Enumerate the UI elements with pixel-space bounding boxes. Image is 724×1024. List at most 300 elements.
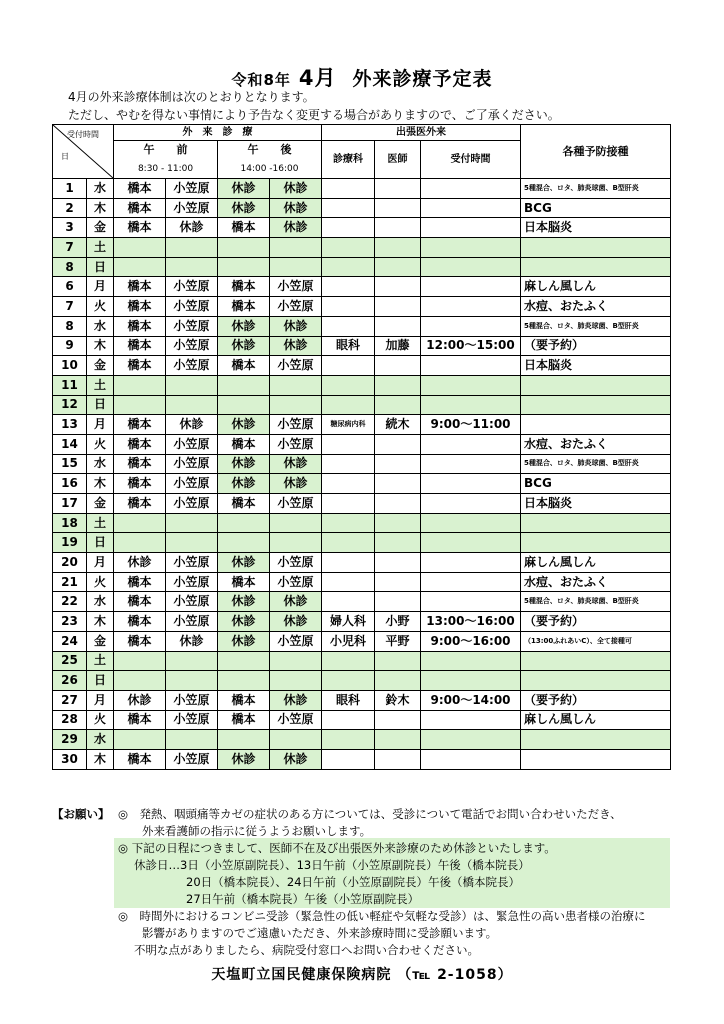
dispatch-time-cell: 9:00～14:00: [421, 690, 521, 710]
pm-doctor-2-cell: 小笠原: [270, 277, 322, 297]
vaccine-cell: 麻しん風しん: [521, 277, 671, 297]
dispatch-time-cell: 13:00～16:00: [421, 612, 521, 632]
dispatch-time-cell: [421, 218, 521, 238]
pm-doctor-2-cell: [270, 375, 322, 395]
vaccine-cell: 5種混合、ロタ、肺炎球菌、B型肝炎: [521, 454, 671, 474]
schedule-row: [53, 710, 671, 730]
weekday-cell: 土: [87, 513, 114, 533]
day-number-cell: 3: [53, 218, 87, 238]
am-doctor-2-cell: [166, 651, 218, 671]
page-title: [0, 62, 724, 92]
dispatch-time-cell: [421, 671, 521, 691]
weekday-cell: 火: [87, 710, 114, 730]
am-doctor-1-cell: 橋本: [114, 494, 166, 514]
vaccine-cell: [521, 513, 671, 533]
pm-time: 14:00 -16:00: [240, 164, 299, 174]
am-doctor-1-cell: [114, 651, 166, 671]
day-number-cell: 28: [53, 710, 87, 730]
dispatch-dept-cell: 眼科: [322, 690, 375, 710]
vaccine-cell: [521, 415, 671, 435]
am-doctor-2-cell: [166, 375, 218, 395]
dispatch-dept-cell: [322, 572, 375, 592]
dispatch-doctor-cell: [375, 651, 421, 671]
schedule-table: [52, 124, 671, 770]
am-doctor-1-cell: 橋本: [114, 612, 166, 632]
corner-cell: [53, 125, 114, 179]
weekday-cell: 土: [87, 238, 114, 258]
pm-doctor-1-cell: 橋本: [218, 572, 270, 592]
dispatch-dept-cell: [322, 749, 375, 769]
am-doctor-2-cell: [166, 533, 218, 553]
dispatch-time-cell: [421, 651, 521, 671]
vaccine-cell: [521, 671, 671, 691]
dispatch-time-cell: [421, 316, 521, 336]
hospital-footer: 天塩町立国民健康保険病院 （℡ 2-1058）: [211, 967, 513, 983]
day-number-cell: 10: [53, 356, 87, 376]
weekday-cell: 土: [87, 651, 114, 671]
weekday-cell: 火: [87, 572, 114, 592]
am-doctor-1-cell: 橋本: [114, 356, 166, 376]
vaccine-cell: 水痘、おたふく: [521, 297, 671, 317]
schedule-row: [53, 553, 671, 573]
pm-doctor-2-cell: [270, 513, 322, 533]
day-number-cell: 7: [53, 297, 87, 317]
weekday-cell: 日: [87, 533, 114, 553]
dispatch-time-cell: [421, 474, 521, 494]
am-doctor-2-cell: 休診: [166, 415, 218, 435]
am-doctor-2-cell: 小笠原: [166, 179, 218, 199]
schedule-row: [53, 179, 671, 199]
dispatch-doctor-cell: 加藤: [375, 336, 421, 356]
note-line-9: 不明な点がありましたら、病院受付窓口へお問い合わせください。: [134, 943, 479, 957]
day-number-cell: 17: [53, 494, 87, 514]
pm-doctor-1-cell: 休診: [218, 612, 270, 632]
am-doctor-2-cell: 小笠原: [166, 572, 218, 592]
dispatch-doctor-cell: [375, 356, 421, 376]
schedule-row: [53, 454, 671, 474]
pm-doctor-1-cell: [218, 257, 270, 277]
dispatch-dept-cell: [322, 494, 375, 514]
weekday-cell: 木: [87, 474, 114, 494]
schedule-row: [53, 572, 671, 592]
weekday-cell: 水: [87, 179, 114, 199]
dispatch-doctor-cell: [375, 671, 421, 691]
schedule-row: [53, 257, 671, 277]
day-number-cell: 26: [53, 671, 87, 691]
dispatch-dept-cell: [322, 277, 375, 297]
header-dept: 診療科: [322, 141, 375, 179]
am-doctor-1-cell: 橋本: [114, 710, 166, 730]
dispatch-dept-cell: [322, 651, 375, 671]
pm-doctor-1-cell: 橋本: [218, 434, 270, 454]
header-pm: [218, 141, 322, 179]
dispatch-doctor-cell: [375, 297, 421, 317]
corner-reception-time: 受付時間: [67, 130, 99, 139]
dispatch-time-cell: [421, 277, 521, 297]
day-number-cell: 30: [53, 749, 87, 769]
schedule-row: [53, 494, 671, 514]
vaccine-cell: BCG: [521, 198, 671, 218]
dispatch-dept-cell: [322, 375, 375, 395]
dispatch-doctor-cell: 鈴木: [375, 690, 421, 710]
pm-doctor-1-cell: 休診: [218, 553, 270, 573]
pm-doctor-1-cell: 休診: [218, 474, 270, 494]
dispatch-dept-cell: 眼科: [322, 336, 375, 356]
am-doctor-2-cell: [166, 730, 218, 750]
dispatch-dept-cell: [322, 434, 375, 454]
pm-doctor-2-cell: 休診: [270, 592, 322, 612]
vaccine-cell: 5種混合、ロタ、肺炎球菌、B型肝炎: [521, 592, 671, 612]
pm-doctor-2-cell: 小笠原: [270, 631, 322, 651]
dispatch-time-cell: [421, 395, 521, 415]
am-doctor-2-cell: 小笠原: [166, 474, 218, 494]
schedule-row: [53, 513, 671, 533]
am-doctor-2-cell: [166, 257, 218, 277]
dispatch-doctor-cell: [375, 198, 421, 218]
day-number-cell: 22: [53, 592, 87, 612]
dispatch-time-cell: [421, 257, 521, 277]
weekday-cell: 水: [87, 316, 114, 336]
pm-doctor-2-cell: 休診: [270, 612, 322, 632]
weekday-cell: 水: [87, 592, 114, 612]
am-doctor-1-cell: 橋本: [114, 277, 166, 297]
day-number-cell: 12: [53, 395, 87, 415]
pm-doctor-2-cell: 小笠原: [270, 297, 322, 317]
am-doctor-1-cell: 橋本: [114, 316, 166, 336]
dispatch-doctor-cell: [375, 316, 421, 336]
weekday-cell: 火: [87, 297, 114, 317]
schedule-row: [53, 297, 671, 317]
dispatch-time-cell: [421, 434, 521, 454]
schedule-row: [53, 277, 671, 297]
am-doctor-1-cell: 橋本: [114, 218, 166, 238]
dispatch-doctor-cell: 平野: [375, 631, 421, 651]
dispatch-dept-cell: [322, 592, 375, 612]
am-doctor-2-cell: 小笠原: [166, 277, 218, 297]
dispatch-time-cell: [421, 198, 521, 218]
pm-doctor-2-cell: 小笠原: [270, 434, 322, 454]
pm-doctor-1-cell: 休診: [218, 336, 270, 356]
dispatch-time-cell: [421, 533, 521, 553]
schedule-row: [53, 316, 671, 336]
weekday-cell: 木: [87, 612, 114, 632]
schedule-row: [53, 749, 671, 769]
vaccine-cell: [521, 730, 671, 750]
dispatch-dept-cell: [322, 297, 375, 317]
vaccine-cell: [521, 257, 671, 277]
pm-doctor-2-cell: 小笠原: [270, 710, 322, 730]
weekday-cell: 火: [87, 434, 114, 454]
pm-doctor-2-cell: [270, 651, 322, 671]
weekday-cell: 金: [87, 494, 114, 514]
am-doctor-2-cell: [166, 513, 218, 533]
day-number-cell: 14: [53, 434, 87, 454]
pm-doctor-1-cell: [218, 375, 270, 395]
pm-doctor-2-cell: 小笠原: [270, 415, 322, 435]
dispatch-time-cell: [421, 710, 521, 730]
am-doctor-2-cell: 小笠原: [166, 612, 218, 632]
dispatch-dept-cell: [322, 553, 375, 573]
notes-label: 【お願い】: [52, 807, 110, 821]
dispatch-doctor-cell: [375, 592, 421, 612]
am-doctor-1-cell: [114, 533, 166, 553]
note-line-2: 外来看護師の指示に従うようお願いします。: [142, 824, 372, 838]
vaccine-cell: 水痘、おたふく: [521, 434, 671, 454]
pm-doctor-1-cell: [218, 651, 270, 671]
dispatch-time-cell: [421, 179, 521, 199]
dispatch-dept-cell: [322, 710, 375, 730]
note-line-1: ◎ 発熱、咽頭痛等カゼの症状のある方については、受診について電話でお問い合わせいただき、: [118, 807, 622, 821]
pm-doctor-1-cell: 橋本: [218, 297, 270, 317]
title-era: 令和: [231, 71, 264, 89]
pm-doctor-2-cell: [270, 533, 322, 553]
dispatch-time-cell: [421, 730, 521, 750]
weekday-cell: 木: [87, 749, 114, 769]
weekday-cell: 日: [87, 671, 114, 691]
dispatch-dept-cell: [322, 218, 375, 238]
am-doctor-2-cell: 小笠原: [166, 710, 218, 730]
vaccine-cell: BCG: [521, 474, 671, 494]
dispatch-time-cell: [421, 238, 521, 258]
am-doctor-1-cell: [114, 257, 166, 277]
dispatch-time-cell: 12:00～15:00: [421, 336, 521, 356]
vaccine-cell: 5種混合、ロタ、肺炎球菌、B型肝炎: [521, 316, 671, 336]
note-line-6: 27日午前（橋本院長）午後（小笠原副院長）: [186, 892, 420, 906]
day-number-cell: 18: [53, 513, 87, 533]
weekday-cell: 水: [87, 730, 114, 750]
vaccine-cell: 日本脳炎: [521, 218, 671, 238]
day-number-cell: 20: [53, 553, 87, 573]
weekday-cell: 日: [87, 395, 114, 415]
day-number-cell: 21: [53, 572, 87, 592]
pm-doctor-2-cell: [270, 671, 322, 691]
vaccine-cell: [521, 651, 671, 671]
vaccine-cell: （要予約）: [521, 336, 671, 356]
pm-doctor-2-cell: 休診: [270, 690, 322, 710]
dispatch-doctor-cell: [375, 277, 421, 297]
pm-doctor-2-cell: 休診: [270, 749, 322, 769]
schedule-row: [53, 671, 671, 691]
pm-doctor-1-cell: 橋本: [218, 690, 270, 710]
am-doctor-2-cell: 小笠原: [166, 198, 218, 218]
pm-doctor-1-cell: 休診: [218, 749, 270, 769]
dispatch-time-cell: [421, 572, 521, 592]
dispatch-time-cell: [421, 592, 521, 612]
am-doctor-1-cell: 橋本: [114, 415, 166, 435]
am-doctor-1-cell: 橋本: [114, 572, 166, 592]
dispatch-dept-cell: [322, 474, 375, 494]
header-vaccine: 各種予防接種: [521, 125, 671, 179]
dispatch-doctor-cell: [375, 730, 421, 750]
am-doctor-1-cell: [114, 671, 166, 691]
dispatch-doctor-cell: 続木: [375, 415, 421, 435]
vaccine-cell: 麻しん風しん: [521, 710, 671, 730]
dispatch-dept-cell: [322, 238, 375, 258]
title-month: 4月: [298, 66, 337, 90]
dispatch-time-cell: [421, 513, 521, 533]
am-doctor-2-cell: 小笠原: [166, 356, 218, 376]
pm-doctor-2-cell: 休診: [270, 454, 322, 474]
pm-doctor-2-cell: [270, 257, 322, 277]
note-line-8: 影響がありますのでご遠慮いただき、外来診療時間に受診願います。: [142, 926, 498, 940]
am-doctor-1-cell: 橋本: [114, 631, 166, 651]
day-number-cell: 6: [53, 277, 87, 297]
am-label: 午 前: [143, 143, 188, 156]
schedule-row: [53, 651, 671, 671]
pm-doctor-1-cell: 休診: [218, 415, 270, 435]
pm-doctor-2-cell: [270, 730, 322, 750]
dispatch-doctor-cell: [375, 218, 421, 238]
dispatch-dept-cell: [322, 454, 375, 474]
day-number-cell: 19: [53, 533, 87, 553]
am-doctor-1-cell: 橋本: [114, 749, 166, 769]
dispatch-doctor-cell: [375, 454, 421, 474]
am-doctor-1-cell: 橋本: [114, 179, 166, 199]
vaccine-cell: [521, 375, 671, 395]
am-doctor-2-cell: 小笠原: [166, 749, 218, 769]
am-doctor-1-cell: 休診: [114, 553, 166, 573]
weekday-cell: 木: [87, 336, 114, 356]
pm-doctor-2-cell: 小笠原: [270, 553, 322, 573]
dispatch-doctor-cell: [375, 513, 421, 533]
pm-doctor-2-cell: 小笠原: [270, 356, 322, 376]
intro-line-2: ただし、やむを得ない事情により予告なく変更する場合がありますので、ご了承ください。: [68, 108, 560, 122]
pm-doctor-2-cell: 休診: [270, 316, 322, 336]
dispatch-dept-cell: [322, 395, 375, 415]
dispatch-time-cell: [421, 749, 521, 769]
pm-label: 午 後: [247, 143, 292, 156]
dispatch-time-cell: [421, 454, 521, 474]
schedule-row: [53, 375, 671, 395]
am-doctor-2-cell: 小笠原: [166, 336, 218, 356]
pm-doctor-2-cell: 休診: [270, 179, 322, 199]
dispatch-time-cell: [421, 494, 521, 514]
day-number-cell: 13: [53, 415, 87, 435]
weekday-cell: 金: [87, 218, 114, 238]
schedule-row: [53, 690, 671, 710]
dispatch-dept-cell: [322, 513, 375, 533]
dispatch-doctor-cell: [375, 395, 421, 415]
am-doctor-2-cell: 小笠原: [166, 690, 218, 710]
note-line-4: 休診日…3日（小笠原副院長）、13日午前（小笠原副院長）午後（橋本院長）: [134, 858, 530, 872]
pm-doctor-1-cell: [218, 238, 270, 258]
dispatch-dept-cell: [322, 179, 375, 199]
day-number-cell: 24: [53, 631, 87, 651]
dispatch-time-cell: [421, 375, 521, 395]
day-number-cell: 2: [53, 198, 87, 218]
pm-doctor-1-cell: [218, 513, 270, 533]
weekday-cell: 月: [87, 553, 114, 573]
pm-doctor-2-cell: 小笠原: [270, 494, 322, 514]
am-doctor-1-cell: [114, 395, 166, 415]
weekday-cell: 木: [87, 198, 114, 218]
day-number-cell: 7: [53, 238, 87, 258]
corner-day: 日: [61, 152, 69, 161]
vaccine-cell: [521, 238, 671, 258]
pm-doctor-1-cell: 橋本: [218, 356, 270, 376]
am-doctor-2-cell: 小笠原: [166, 454, 218, 474]
weekday-cell: 日: [87, 257, 114, 277]
title-name: 外来診療予定表: [352, 68, 493, 90]
schedule-row: [53, 434, 671, 454]
am-doctor-1-cell: [114, 730, 166, 750]
am-doctor-1-cell: 橋本: [114, 434, 166, 454]
pm-doctor-2-cell: 休診: [270, 474, 322, 494]
am-doctor-1-cell: 橋本: [114, 297, 166, 317]
intro-line-1: 4月の外来診療体制は次のとおりとなります。: [68, 90, 315, 104]
am-doctor-2-cell: 休診: [166, 631, 218, 651]
schedule-row: [53, 356, 671, 376]
am-doctor-1-cell: [114, 375, 166, 395]
weekday-cell: 水: [87, 454, 114, 474]
vaccine-cell: 水痘、おたふく: [521, 572, 671, 592]
vaccine-cell: （要予約）: [521, 690, 671, 710]
dispatch-time-cell: [421, 553, 521, 573]
weekday-cell: 土: [87, 375, 114, 395]
pm-doctor-1-cell: 休診: [218, 316, 270, 336]
dispatch-doctor-cell: [375, 572, 421, 592]
am-doctor-2-cell: 小笠原: [166, 494, 218, 514]
weekday-cell: 月: [87, 690, 114, 710]
pm-doctor-2-cell: 休診: [270, 218, 322, 238]
pm-doctor-2-cell: 休診: [270, 198, 322, 218]
dispatch-time-cell: 9:00～11:00: [421, 415, 521, 435]
weekday-cell: 金: [87, 631, 114, 651]
vaccine-cell: 日本脳炎: [521, 494, 671, 514]
title-year: 8年: [263, 71, 291, 89]
pm-doctor-1-cell: 休診: [218, 592, 270, 612]
pm-doctor-1-cell: [218, 533, 270, 553]
am-doctor-1-cell: [114, 238, 166, 258]
dispatch-dept-cell: [322, 257, 375, 277]
pm-doctor-1-cell: 橋本: [218, 218, 270, 238]
vaccine-cell: [521, 395, 671, 415]
pm-doctor-1-cell: 休診: [218, 631, 270, 651]
dispatch-dept-cell: [322, 533, 375, 553]
am-doctor-2-cell: 小笠原: [166, 553, 218, 573]
am-doctor-1-cell: 橋本: [114, 198, 166, 218]
am-doctor-1-cell: 橋本: [114, 454, 166, 474]
weekday-cell: 金: [87, 356, 114, 376]
pm-doctor-2-cell: 休診: [270, 336, 322, 356]
day-number-cell: 25: [53, 651, 87, 671]
dispatch-doctor-cell: [375, 749, 421, 769]
dispatch-doctor-cell: [375, 238, 421, 258]
schedule-row: [53, 395, 671, 415]
note-line-7: ◎ 時間外におけるコンビニ受診（緊急性の低い軽症や気軽な受診）は、緊急性の高い患者様の治療に: [118, 909, 646, 923]
day-number-cell: 29: [53, 730, 87, 750]
dispatch-dept-cell: [322, 316, 375, 336]
schedule-row: [53, 218, 671, 238]
schedule-row: [53, 336, 671, 356]
am-doctor-2-cell: [166, 238, 218, 258]
dispatch-doctor-cell: [375, 179, 421, 199]
dispatch-time-cell: 9:00～16:00: [421, 631, 521, 651]
schedule-row: [53, 238, 671, 258]
vaccine-cell: 5種混合、ロタ、肺炎球菌、B型肝炎: [521, 179, 671, 199]
dispatch-doctor-cell: [375, 375, 421, 395]
header-doctor: 医師: [375, 141, 421, 179]
note-line-3: ◎ 下記の日程につきまして、医師不在及び出張医外来診療のため休診といたします。: [118, 841, 556, 855]
weekday-cell: 月: [87, 277, 114, 297]
am-doctor-2-cell: 休診: [166, 218, 218, 238]
pm-doctor-1-cell: 休診: [218, 454, 270, 474]
schedule-row: [53, 415, 671, 435]
pm-doctor-1-cell: [218, 730, 270, 750]
dispatch-doctor-cell: [375, 474, 421, 494]
pm-doctor-1-cell: [218, 395, 270, 415]
schedule-row: [53, 730, 671, 750]
